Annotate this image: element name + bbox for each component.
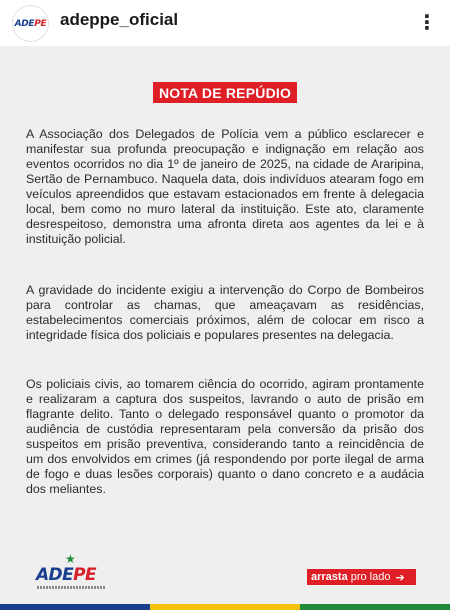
post-header <box>0 0 450 46</box>
more-options-icon[interactable]: ⋮ <box>417 12 437 34</box>
stripe-yellow <box>150 604 300 610</box>
arrow-right-icon: ➔ <box>395 571 405 584</box>
stripe-blue <box>0 604 150 610</box>
adeppe-logo-icon: ADEPE <box>14 18 47 29</box>
swipe-hint-strong: arrasta <box>311 571 348 583</box>
paragraph-1: A Associação dos Delegados de Polícia vem a público esclarecer e manifestar sua profunda preocupação e indignação em relação aos eventos ocorridos no dia 1º de janeiro de 2025, na cidade de Araripina, Sertão de Pernambuco. Naquela data, dois indivíduos atearam fogo em veículos apreendidos que estavam estacionados em frente à delegacia local, bem como no muro lateral da instituição. Este ato, claramente desrespeitoso, demonstra uma afronta direta aos agentes da lei e à instituição policial. <box>26 127 424 246</box>
logo-subtitle <box>37 586 105 589</box>
post-image <box>0 46 450 610</box>
stripe-green <box>300 604 450 610</box>
bottom-color-stripe <box>0 604 450 610</box>
logo-wordmark: ADEPE <box>36 565 96 585</box>
paragraph-3: Os policiais civis, ao tomarem ciência do ocorrido, agiram prontamente e realizaram a captura dos suspeitos, lavrando o auto de prisão em flagrante delito. Tanto o delegado responsável quanto o promotor da audiência de custódia representaram pela conversão da prisão dos suspeitos em prisão preventiva, considerando tanto a reincidência de um dos envolvidos em crimes (já respondendo por porte ilegal de arma de fogo e duas lesões corporais) quanto o dano concreto e a audácia dos meliantes. <box>26 377 424 496</box>
swipe-hint-light: pro lado <box>350 571 391 583</box>
star-icon: ★ <box>65 552 76 566</box>
swipe-hint-button[interactable] <box>307 569 416 585</box>
note-title-badge: NOTA DE REPÚDIO <box>153 82 297 103</box>
title-wrapper <box>0 82 450 103</box>
paragraph-2: A gravidade do incidente exigiu a intervenção do Corpo de Bombeiros para controlar as chamas, que ameaçavam as residências, estabelecimentos comerciais próximos, além de colocar em risco a integridade física dos policiais e populares presentes na delegacia. <box>26 283 424 342</box>
profile-username[interactable]: adeppe_oficial <box>60 10 179 29</box>
profile-avatar[interactable] <box>12 5 49 42</box>
adeppe-footer-logo <box>36 553 106 593</box>
